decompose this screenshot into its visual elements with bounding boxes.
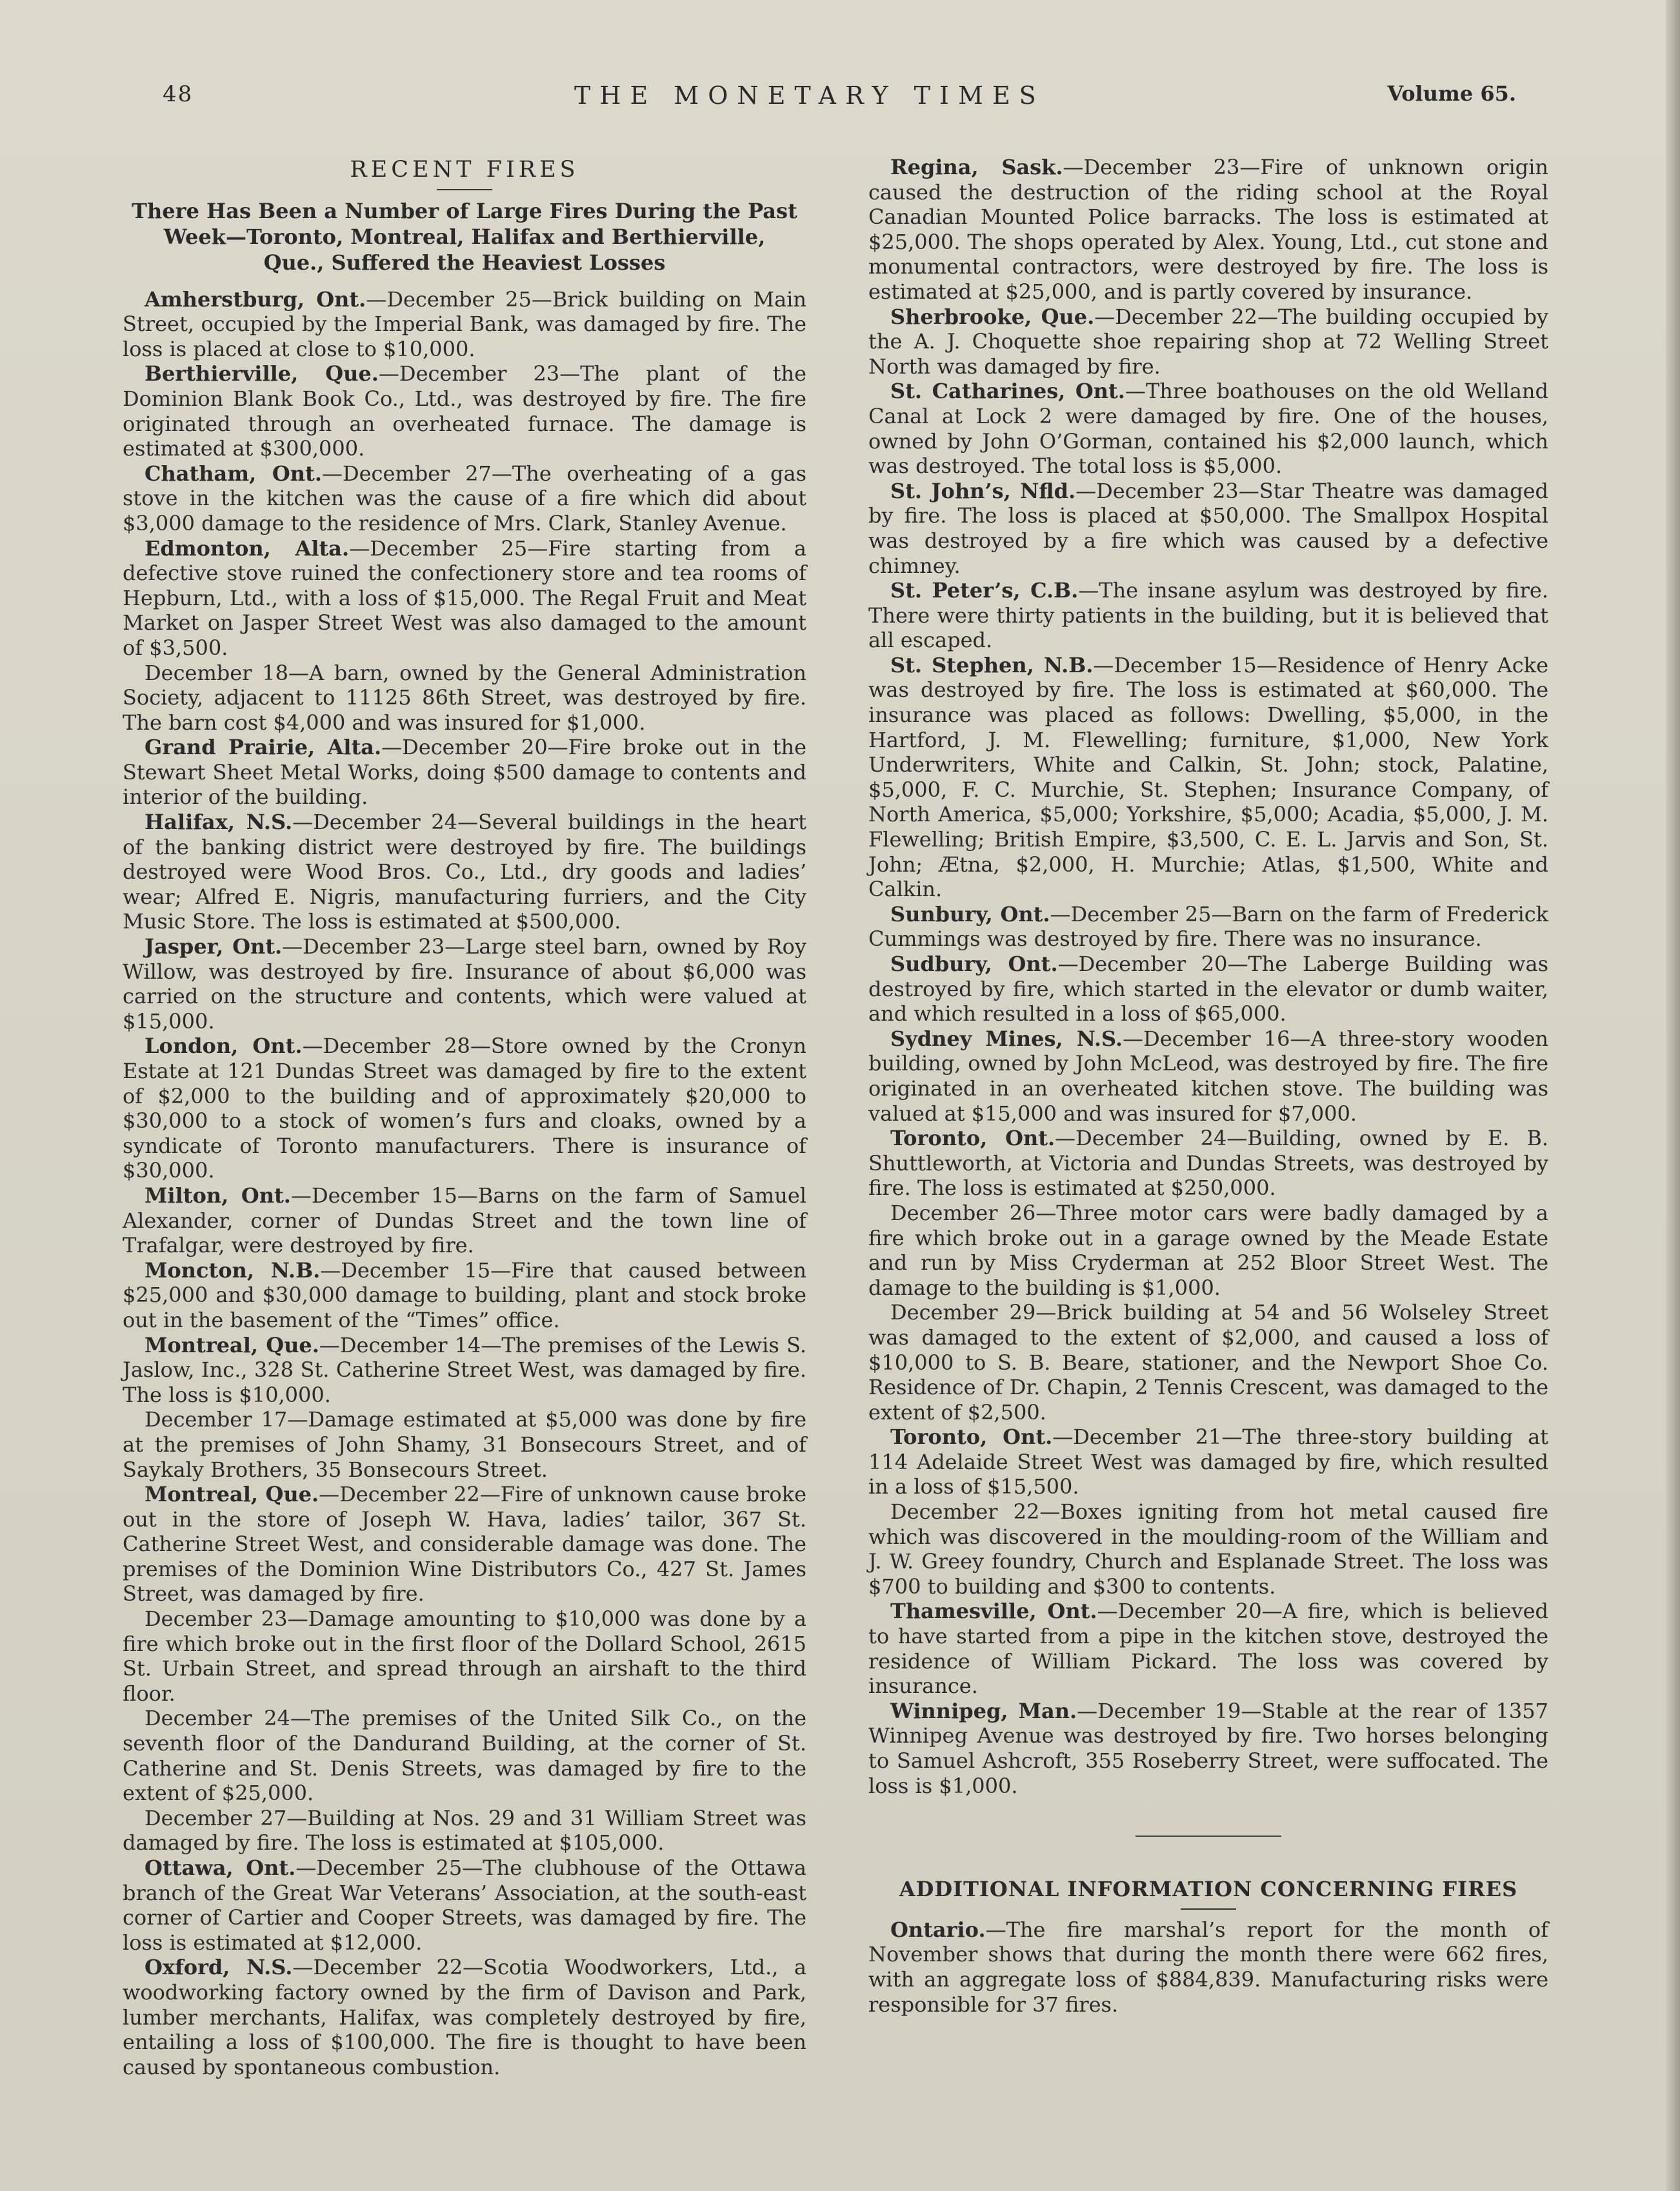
- article-paragraph: [868, 952, 1548, 1026]
- paragraph-text: —December 23—Large steel barn, owned by Roy Willow, was destroyed by fire. Insurance of about $6,000 was carried on the structure and contents, which were valued at $15,000.: [123, 934, 807, 1034]
- article-paragraph: [123, 1955, 806, 2079]
- article-paragraph: [123, 1034, 806, 1183]
- article-paragraph: [868, 155, 1548, 305]
- place-lead: St. Stephen, N.B.: [890, 652, 1094, 677]
- place-lead: London, Ont.: [145, 1034, 303, 1059]
- place-lead: Berthierville, Que.: [145, 361, 379, 386]
- article-paragraph: [868, 1699, 1548, 1798]
- paragraph-text: December 18—A barn, owned by the General Administration Society, adjacent to 11125 86th Street, was destroyed by fire. The barn cost $4,000 and was insured for $1,000.: [123, 660, 806, 735]
- paragraph-text: —December 16—A three-story wooden building, owned by John McLeod, was destroyed by fire. The fire originated in an overheated kitchen stove. The building was valued at $15,000 and was insured for $7,000.: [868, 1026, 1549, 1126]
- paragraph-text: —December 21—The three-story building at 114 Adelaide Street West was damaged by fire, which resulted in a loss of $15,500.: [868, 1425, 1549, 1499]
- place-lead: Montreal, Que.: [145, 1332, 319, 1357]
- paragraph-text: December 26—Three motor cars were badly damaged by a fire which broke out in a garage owned by the Meade Estate and run by Miss Cryderman at 252 Bloor Street West. The damage to the building is $1,000.: [868, 1200, 1548, 1300]
- paragraph-text: December 27—Building at Nos. 29 and 31 William Street was damaged by fire. The loss is estimated at $105,000.: [123, 1805, 806, 1856]
- deck-line: Week—Toronto, Montreal, Halifax and Berthierville,: [163, 224, 766, 249]
- paragraph-text: December 23—Damage amounting to $10,000 was done by a fire which broke out in the first floor of the Dollard School, 2615 St. Urbain Street, and spread through an airshaft to the third floor.: [123, 1606, 806, 1706]
- place-lead: Moncton, N.B.: [145, 1257, 321, 1283]
- volume-label: Volume 65.: [1387, 81, 1516, 106]
- article-paragraph: [123, 361, 806, 461]
- left-paragraphs: [123, 287, 806, 2080]
- article-paragraph: [868, 1425, 1548, 1499]
- paragraph-text: —December 22—The building occupied by the A. J. Choquette shoe repairing shop at 72 Welling Street North was damaged by fire.: [868, 304, 1549, 379]
- place-lead: Edmonton, Alta.: [145, 535, 350, 561]
- place-lead: Ottawa, Ont.: [145, 1856, 296, 1880]
- paragraph-text: —December 19—Stable at the rear of 1357 Winnipeg Avenue was destroyed by fire. Two horses belonging to Samuel Ashcroft, 355 Roseberry Street, were suffocated. The loss is $1,000.: [868, 1698, 1549, 1798]
- section-title-recent-fires: RECENT FIRES: [350, 157, 579, 183]
- paragraph-text: —December 25—The clubhouse of the Ottawa branch of the Great War Veterans’ Association, at the south-east corner of Cartier and Cooper Streets, was damaged by fire. The loss is estimated at $12,000.: [123, 1856, 807, 1955]
- paragraph-text: —December 20—The Laberge Building was destroyed by fire, which started in the elevator or dumb waiter, and which resulted in a loss of $65,000.: [868, 952, 1549, 1026]
- deck-line: Que., Suffered the Heaviest Losses: [263, 250, 666, 275]
- article-paragraph: [868, 902, 1548, 952]
- paragraph-text: December 17—Damage estimated at $5,000 was done by fire at the premises of John Shamy, 31 Bonsecours Street, and of Saykaly Brothers, 35 Bonsecours Street.: [123, 1407, 806, 1482]
- paragraph-text: —December 15—Fire that caused between $25,000 and $30,000 damage to building, plant and stock broke out in the basement of the “Times” office.: [123, 1257, 807, 1332]
- paragraph-text: December 24—The premises of the United Silk Co., on the seventh floor of the Dandurand Building, at the corner of St. Catherine and St. Denis Streets, was damaged by fire to the extent of $25,000.: [123, 1706, 806, 1806]
- paragraph-text: —Three boathouses on the old Welland Canal at Lock 2 were damaged by fire. One of the houses, owned by John O’Gorman, contained his $2,000 launch, which was destroyed. The total loss is $5,000.: [868, 379, 1549, 479]
- article-paragraph: [123, 461, 806, 536]
- paragraph-text: —December 28—Store owned by the Cronyn Estate at 121 Dundas Street was damaged by fire to the extent of $2,000 to the building and of approximately $20,000 to $30,000 to a stock of women’s furs and cloaks, owned by a syndicate of Toronto manufacturers. There is insurance of $30,000.: [123, 1034, 806, 1183]
- title-rule: [1181, 1908, 1236, 1910]
- paragraph-text: —December 22—Scotia Woodworkers, Ltd., a woodworking factory owned by the firm of Davison and Park, lumber merchants, Halifax, was completely destroyed by fire, entailing a loss of $100,000. The fire is thought to have been caused by spontaneous combustion.: [123, 1955, 807, 2079]
- article-paragraph: [123, 735, 806, 810]
- article-paragraph: [868, 1917, 1548, 2017]
- paragraph-text: —December 15—Barns on the farm of Samuel Alexander, corner of Dundas Street and the town line of Trafalgar, were destroyed by fire.: [123, 1183, 807, 1258]
- paragraph-text: —December 24—Several buildings in the heart of the banking district were destroyed by fire. The buildings destroyed were Wood Bros. Co., Ltd., dry goods and ladies’ wear; Alfred E. Nigris, manufacturing furriers, and the City Music Store. The loss is estimated at $500,000.: [123, 810, 806, 934]
- article-paragraph: [123, 287, 806, 362]
- paragraph-text: —December 20—Fire broke out in the Stewart Sheet Metal Works, doing $500 damage to contents and interior of the building.: [123, 735, 807, 810]
- right-column: [868, 155, 1548, 2017]
- article-paragraph: [123, 810, 806, 934]
- article-paragraph: [123, 1706, 806, 1805]
- place-lead: St. Peter’s, C.B.: [890, 578, 1079, 603]
- place-lead: Regina, Sask.: [890, 155, 1063, 179]
- article-paragraph: [123, 934, 806, 1034]
- paragraph-text: —December 20—A fire, which is believed to have started from a pipe in the kitchen stove, destroyed the residence of William Pickard. The loss was covered by insurance.: [868, 1599, 1549, 1699]
- place-lead: Sudbury, Ont.: [890, 952, 1058, 976]
- place-lead: Halifax, N.S.: [145, 810, 293, 835]
- article-paragraph: [868, 1499, 1548, 1599]
- place-lead: Grand Prairie, Alta.: [145, 735, 382, 760]
- article-paragraph: [123, 536, 806, 661]
- paragraph-text: —December 22—Fire of unknown cause broke out in the store of Joseph W. Hava, ladies’ tailor, 367 St. Catherine Street West, and considerable damage was done. The premises of the Dominion Wine Distributors Co., 427 St. James Street, was damaged by fire.: [123, 1482, 807, 1606]
- paragraph-text: —December 14—The premises of the Lewis S. Jaslow, Inc., 328 St. Catherine Street West, was damaged by fire. The loss is $10,000.: [123, 1332, 806, 1407]
- place-lead: Winnipeg, Man.: [890, 1698, 1077, 1723]
- paragraph-text: —December 23—Star Theatre was damaged by fire. The loss is placed at $50,000. The Smallpox Hospital was destroyed by a fire which was caused by a defective chimney.: [868, 478, 1549, 578]
- article-paragraph: [868, 578, 1548, 653]
- article-paragraph: [868, 1026, 1548, 1126]
- article-paragraph: [868, 379, 1548, 478]
- article-paragraph: [123, 1333, 806, 1408]
- paragraph-text: —The insane asylum was destroyed by fire. There were thirty patients in the building, but it is believed that all escaped.: [868, 578, 1548, 653]
- paragraph-text: —December 23—The plant of the Dominion Blank Book Co., Ltd., was destroyed by fire. The fire originated through an overheated furnace. The damage is estimated at $300,000.: [123, 361, 806, 461]
- paragraph-text: —December 24—Building, owned by E. B. Shuttleworth, at Victoria and Dundas Streets, was destroyed by fire. The loss is estimated at $250,000.: [868, 1126, 1549, 1201]
- place-lead: Toronto, Ont.: [890, 1126, 1055, 1151]
- article-paragraph: [123, 1482, 806, 1606]
- article-paragraph: [123, 1183, 806, 1258]
- article-paragraph: [868, 653, 1548, 902]
- place-lead: Toronto, Ont.: [890, 1425, 1053, 1450]
- publication-title: THE MONETARY TIMES: [574, 81, 1045, 110]
- right-paragraphs: [868, 155, 1548, 1798]
- place-lead: St. John’s, Nfld.: [890, 478, 1076, 503]
- article-paragraph: [123, 1856, 806, 1955]
- article-paragraph: [868, 1599, 1548, 1698]
- place-lead: Montreal, Que.: [145, 1482, 319, 1507]
- paragraph-text: —The fire marshal’s report for the month of November shows that during the month there were 662 fires, with an aggregate loss of $884,839. Manufacturing risks were responsible for 37 fires.: [868, 1917, 1548, 2017]
- article-paragraph: [123, 1407, 806, 1482]
- title-rule: [437, 189, 492, 190]
- paragraph-text: —December 25—Fire starting from a defective stove ruined the confectionery store and tea rooms of Hepburn, Ltd., with a loss of $15,000. The Regal Fruit and Meat Market on Jasper Street West was also damaged to the amount of $3,500.: [123, 535, 807, 660]
- article-paragraph: [123, 1806, 806, 1856]
- place-lead: Amherstburg, Ont.: [145, 286, 366, 312]
- place-lead: Jasper, Ont.: [145, 934, 283, 959]
- article-paragraph: [868, 1126, 1548, 1201]
- place-lead: Sherbrooke, Que.: [890, 304, 1095, 329]
- article-paragraph: [868, 1201, 1548, 1300]
- paragraph-text: December 22—Boxes igniting from hot metal caused fire which was discovered in the moulding-room of the William and J. W. Greey foundry, Church and Esplanade Street. The loss was $700 to building and $300 to contents.: [868, 1499, 1548, 1599]
- place-lead: Ontario.: [890, 1917, 986, 1942]
- place-lead: St. Catharines, Ont.: [890, 379, 1125, 404]
- article-paragraph: [868, 479, 1548, 578]
- paragraph-text: —December 15—Residence of Henry Acke was destroyed by fire. The loss is estimated at $60,000. The insurance was placed as follows: Dwelling, $5,000, in the Hartford, J. M. Flewelling; furniture, $1,000, New York Underwriters, White and Calkin, St. John; stock, Palatine, $5,000, F. C. Murchie, St. Stephen; Insurance Company, of North America, $5,000; Yorkshire, $5,000; Acadia, $5,000, J. M. Flewelling; British Empire, $3,500, C. E. L. Jarvis and Son, St. John; Ætna, $2,000, H. Murchie; Atlas, $1,500, White and Calkin.: [868, 652, 1549, 902]
- left-column: [123, 155, 806, 2079]
- article-paragraph: [868, 305, 1548, 379]
- paragraph-text: December 29—Brick building at 54 and 56 Wolseley Street was damaged to the extent of $2,000, and caused a loss of $10,000 to S. B. Beare, stationer, and the Newport Shoe Co. Residence of Dr. Chapin, 2 Tennis Crescent, was damaged to the extent of $2,500.: [868, 1300, 1548, 1425]
- section-deck: [123, 198, 806, 275]
- place-lead: Thamesville, Ont.: [890, 1599, 1097, 1624]
- page-number: 48: [163, 81, 194, 107]
- paragraph-text: —December 25—Brick building on Main Street, occupied by the Imperial Bank, was damaged by fire. The loss is placed at close to $10,000.: [123, 286, 807, 361]
- paragraph-text: —December 25—Barn on the farm of Frederick Cummings was destroyed by fire. There was no insurance.: [868, 901, 1549, 952]
- article-paragraph: [123, 1258, 806, 1333]
- article-paragraph: [123, 1606, 806, 1706]
- place-lead: Sunbury, Ont.: [890, 901, 1050, 926]
- paragraph-text: —December 27—The overheating of a gas stove in the kitchen was the cause of a fire which did about $3,000 damage to the residence of Mrs. Clark, Stanley Avenue.: [123, 461, 806, 535]
- section-title-additional-info: ADDITIONAL INFORMATION CONCERNING FIRES: [899, 1877, 1518, 1902]
- running-header: [148, 81, 1516, 120]
- paragraph-text: —December 23—Fire of unknown origin caused the destruction of the riding school at the Royal Canadian Mounted Police barracks. The loss is estimated at $25,000. The shops operated by Alex. Young, Ltd., cut stone and monumental contractors, were destroyed by fire. The loss is estimated at $25,000, and is partly covered by insurance.: [868, 155, 1549, 304]
- place-lead: Sydney Mines, N.S.: [890, 1026, 1123, 1051]
- place-lead: Chatham, Ont.: [145, 461, 322, 486]
- place-lead: Oxford, N.S.: [145, 1955, 293, 1980]
- place-lead: Milton, Ont.: [145, 1183, 291, 1208]
- binding-edge: [1666, 0, 1680, 2191]
- section-divider: [1135, 1836, 1281, 1837]
- deck-line: There Has Been a Number of Large Fires During the Past: [132, 198, 797, 223]
- article-paragraph: [123, 661, 806, 735]
- article-paragraph: [868, 1300, 1548, 1425]
